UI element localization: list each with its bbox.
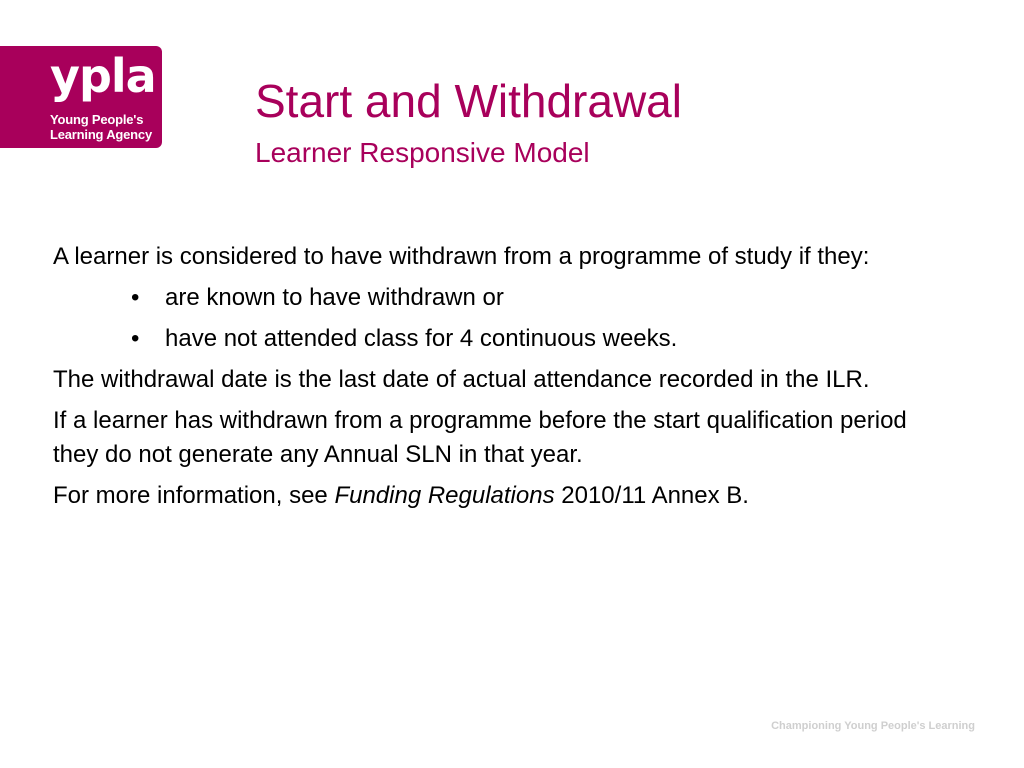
logo-line-1: Young People's (50, 112, 144, 127)
slide-body (53, 240, 933, 520)
footer-tagline: Championing Young People's Learning (771, 720, 975, 732)
funding-regulations-reference: Funding Regulations (334, 482, 555, 509)
bullet-text: are known to have withdrawn or (165, 284, 504, 311)
slide-title: Start and Withdrawal (255, 75, 682, 127)
more-info-prefix: For more information, see (53, 482, 335, 509)
more-info-paragraph (53, 479, 933, 513)
slide-subtitle: Learner Responsive Model (255, 137, 590, 168)
bullet-list (53, 281, 933, 356)
sln-paragraph: If a learner has withdrawn from a programme before the start qualification period they do not generate any Annual SLN in that year. (53, 407, 907, 468)
ypla-logo (0, 46, 162, 148)
bullet-dot: • (131, 325, 140, 352)
bullet-item (53, 281, 933, 315)
bullet-item (53, 322, 933, 356)
bullet-dot: • (131, 284, 140, 311)
more-info-suffix: 2010/11 Annex B. (554, 482, 749, 509)
bullet-text: have not attended class for 4 continuous weeks. (165, 325, 678, 352)
intro-paragraph: A learner is considered to have withdrawn from a programme of study if they: (53, 243, 870, 270)
logo-mark: ypla (50, 49, 156, 103)
logo-line-2: Learning Agency (50, 127, 152, 142)
withdrawal-date-paragraph: The withdrawal date is the last date of actual attendance recorded in the ILR. (53, 366, 870, 393)
